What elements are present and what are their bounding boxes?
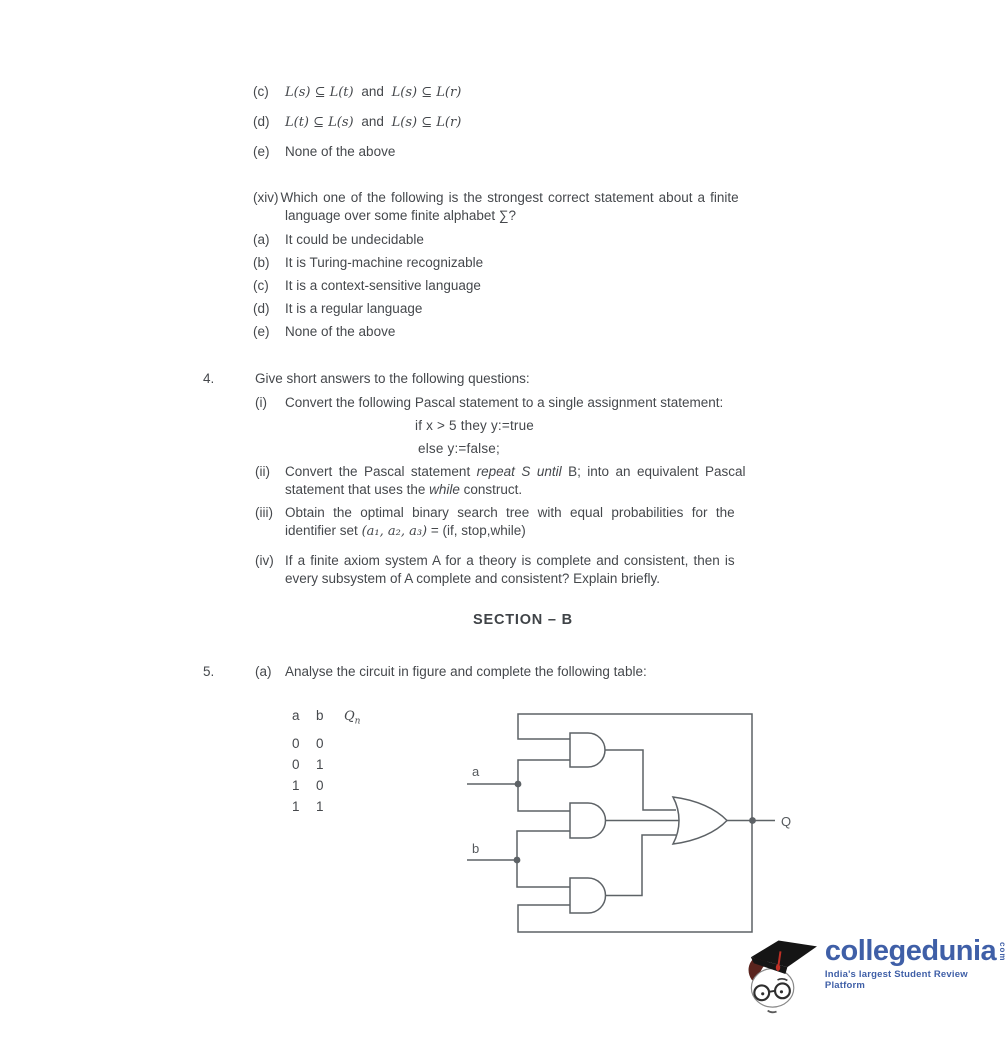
circuit-label-a: a [472, 764, 480, 779]
circuit-label-b: b [472, 841, 480, 856]
q5-number: 5. [203, 664, 215, 679]
option-marker: (e) [253, 324, 270, 339]
q14-stem-line1 [253, 190, 739, 205]
q4-title: Give short answers to the following questions: [255, 371, 530, 386]
or-gate-icon [673, 797, 727, 844]
q4-i [255, 395, 723, 410]
mascot-eye [780, 990, 783, 993]
q4-ii-line1 [255, 464, 745, 479]
q14-stem-line2: language over some finite alphabet ∑? [285, 208, 517, 223]
junction-dot-a [515, 781, 522, 788]
math-expression: L(s) ⊆ L(r) [391, 85, 462, 100]
math-expression: L(t) ⊆ L(s) [285, 115, 354, 130]
option-marker: (b) [253, 255, 270, 270]
q4-i-code2: else y:=false; [418, 441, 500, 456]
option-text: It is Turing-machine recognizable [285, 255, 484, 270]
col-header-a: a [292, 708, 300, 723]
col-header-b: b [316, 708, 324, 723]
and-gate-bottom-icon [570, 878, 606, 913]
table-row: 0 0 [292, 735, 324, 751]
mascot-eye [761, 992, 764, 995]
conjunction: and [361, 84, 384, 99]
q5-a [255, 664, 647, 679]
circuit-label-q: Q [781, 814, 792, 829]
junction-dot-b [514, 857, 521, 864]
q14-option-d [253, 301, 422, 316]
q14-option-b [253, 255, 483, 270]
option-marker: (a) [253, 232, 270, 247]
q14-option-c [253, 278, 481, 293]
table-row: 1 1 [292, 798, 324, 814]
logo-tagline: India's largest Student Review Platform [824, 969, 968, 991]
logic-circuit-diagram [450, 690, 810, 955]
circuit-gates [570, 733, 727, 913]
collegedunia-mascot-icon [742, 936, 821, 1020]
italic-keyword: while [429, 482, 460, 497]
mascot-glasses-bridge [769, 991, 775, 992]
subquestion-text: Convert the Pascal statement repeat S until B; into an equivalent Pascal [285, 464, 746, 479]
q13-option-e [253, 144, 395, 159]
option-text: None of the above [285, 144, 396, 159]
junction-dot-q [749, 817, 756, 824]
subquestion-text: Analyse the circuit in figure and complete the following table: [285, 664, 647, 679]
q4-i-code1: if x > 5 they y:=true [415, 418, 535, 433]
subquestion-marker: (iv) [255, 553, 274, 568]
and1-output-wire [605, 750, 676, 810]
option-marker: (d) [253, 114, 270, 129]
logo-brand-text: collegedunia [824, 935, 997, 967]
subquestion-text: If a finite axiom system A for a theory is complete and consistent, then is [285, 553, 735, 568]
logo-tld-text: com [998, 942, 1008, 962]
subquestion-marker: (i) [255, 395, 267, 410]
q13-option-c [253, 84, 461, 100]
q14-option-e [253, 324, 395, 339]
and3-output-wire [605, 835, 676, 896]
question-text: Which one of the following is the strongest correct statement about a finite [280, 190, 739, 205]
q4-iii-line2: identifier set (a₁, a₂, a₃) = (if, stop,while) [285, 523, 526, 539]
collegedunia-logo [742, 936, 1008, 1020]
circuit-wires [467, 714, 775, 932]
truth-table-header [292, 705, 360, 733]
truth-table [292, 705, 360, 817]
q13-option-d [253, 114, 461, 130]
logo-text-block [825, 936, 1008, 991]
q4-iv-line1 [255, 553, 735, 568]
q4-number: 4. [203, 371, 215, 386]
conjunction: and [361, 114, 384, 129]
subquestion-marker: (ii) [255, 464, 270, 479]
and-gate-top-icon [570, 733, 605, 767]
subquestion-marker: (iii) [255, 505, 273, 520]
input-b-branch-wire [517, 831, 570, 887]
subquestion-marker: (a) [255, 664, 272, 679]
input-a-branch-wire [518, 760, 570, 811]
and-gate-middle-icon [570, 803, 606, 838]
section-b-heading: SECTION – B [473, 612, 573, 628]
table-row: 1 0 [292, 777, 324, 793]
math-identifier-set: (a₁, a₂, a₃) [361, 524, 428, 539]
option-marker: (e) [253, 144, 270, 159]
option-text: It is a context-sensitive language [285, 278, 481, 293]
col-header-q: $Q_n$ [344, 709, 361, 727]
option-marker: (c) [253, 278, 269, 293]
q4-ii-line2: statement that uses the while construct. [285, 482, 523, 497]
option-text: It is a regular language [285, 301, 423, 316]
mascot-mouth [768, 1011, 777, 1013]
q4-iii-line1 [255, 505, 735, 520]
math-expression: L(s) ⊆ L(t) [285, 85, 354, 100]
subquestion-text: Convert the following Pascal statement to a single assignment statement: [285, 395, 724, 410]
option-text: It could be undecidable [285, 232, 424, 247]
subquestion-text: Obtain the optimal binary search tree with equal probabilities for the [285, 505, 735, 520]
option-text: None of the above [285, 324, 396, 339]
q14-option-a [253, 232, 424, 247]
question-marker: (xiv) [253, 190, 279, 205]
math-expression: L(s) ⊆ L(r) [391, 115, 462, 130]
option-marker: (c) [253, 84, 269, 99]
option-text [285, 84, 461, 100]
option-marker: (d) [253, 301, 270, 316]
italic-keyword: repeat S until [476, 464, 562, 479]
option-text [285, 114, 461, 130]
mascot-tassel [776, 964, 780, 971]
table-row: 0 1 [292, 756, 324, 772]
q4-iv-line2: every subsystem of A complete and consistent? Explain briefly. [285, 571, 660, 586]
